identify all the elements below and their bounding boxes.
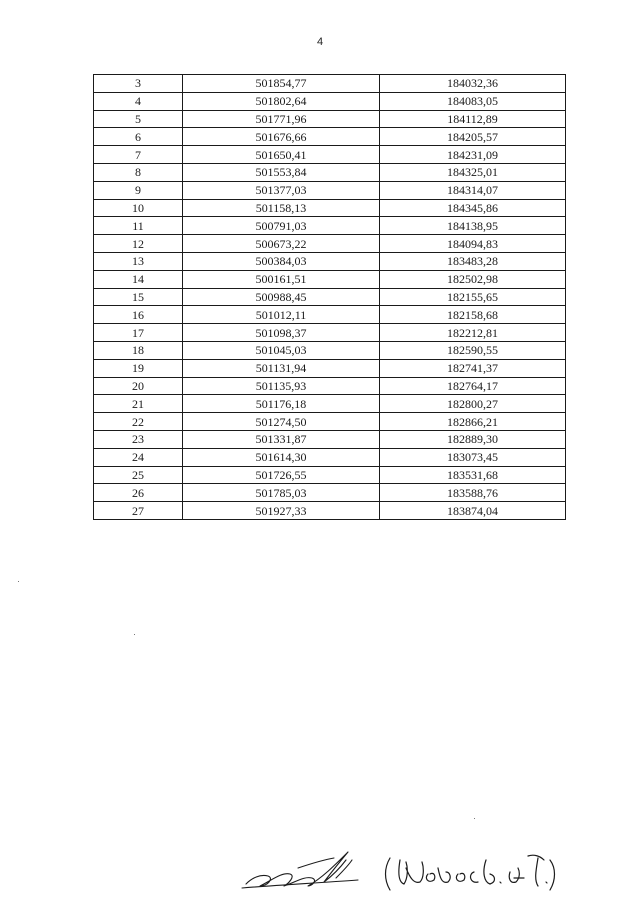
x-coordinate-cell: 501045,03 xyxy=(183,341,380,359)
point-number-cell: 9 xyxy=(94,181,183,199)
point-number-cell: 20 xyxy=(94,377,183,395)
x-coordinate-cell: 501377,03 xyxy=(183,181,380,199)
y-coordinate-cell: 183874,04 xyxy=(380,502,566,520)
y-coordinate-cell: 184112,89 xyxy=(380,110,566,128)
y-coordinate-cell: 182502,98 xyxy=(380,270,566,288)
x-coordinate-cell: 501927,33 xyxy=(183,502,380,520)
x-coordinate-cell: 501676,66 xyxy=(183,128,380,146)
x-coordinate-cell: 500384,03 xyxy=(183,252,380,270)
x-coordinate-cell: 501854,77 xyxy=(183,75,380,93)
table-row xyxy=(94,395,566,413)
y-coordinate-cell: 184205,57 xyxy=(380,128,566,146)
x-coordinate-cell: 501158,13 xyxy=(183,199,380,217)
y-coordinate-cell: 183483,28 xyxy=(380,252,566,270)
coordinates-table xyxy=(93,74,566,520)
table-row xyxy=(94,146,566,164)
y-coordinate-cell: 184345,86 xyxy=(380,199,566,217)
table-row xyxy=(94,430,566,448)
x-coordinate-cell: 501785,03 xyxy=(183,484,380,502)
point-number-cell: 27 xyxy=(94,502,183,520)
x-coordinate-cell: 501802,64 xyxy=(183,92,380,110)
y-coordinate-cell: 184231,09 xyxy=(380,146,566,164)
y-coordinate-cell: 182866,21 xyxy=(380,413,566,431)
x-coordinate-cell: 501135,93 xyxy=(183,377,380,395)
y-coordinate-cell: 184083,05 xyxy=(380,92,566,110)
y-coordinate-cell: 183073,45 xyxy=(380,448,566,466)
point-number-cell: 18 xyxy=(94,341,183,359)
table-row xyxy=(94,270,566,288)
table-row xyxy=(94,341,566,359)
point-number-cell: 25 xyxy=(94,466,183,484)
coordinates-table-body xyxy=(94,75,566,520)
point-number-cell: 3 xyxy=(94,75,183,93)
point-number-cell: 8 xyxy=(94,163,183,181)
signature-dot-1 xyxy=(500,882,501,883)
table-row xyxy=(94,199,566,217)
handwritten-signature xyxy=(238,838,578,898)
y-coordinate-cell: 183588,76 xyxy=(380,484,566,502)
y-coordinate-cell: 182590,55 xyxy=(380,341,566,359)
table-row xyxy=(94,252,566,270)
table-row xyxy=(94,502,566,520)
x-coordinate-cell: 501726,55 xyxy=(183,466,380,484)
table-row xyxy=(94,92,566,110)
point-number-cell: 23 xyxy=(94,430,183,448)
table-row xyxy=(94,288,566,306)
point-number-cell: 7 xyxy=(94,146,183,164)
table-row xyxy=(94,181,566,199)
x-coordinate-cell: 500791,03 xyxy=(183,217,380,235)
signature-flourish xyxy=(246,852,348,886)
point-number-cell: 15 xyxy=(94,288,183,306)
signature-underline xyxy=(242,880,358,888)
point-number-cell: 4 xyxy=(94,92,183,110)
x-coordinate-cell: 500161,51 xyxy=(183,270,380,288)
table-row xyxy=(94,413,566,431)
y-coordinate-cell: 184094,83 xyxy=(380,235,566,253)
table-row xyxy=(94,128,566,146)
y-coordinate-cell: 184032,36 xyxy=(380,75,566,93)
y-coordinate-cell: 184314,07 xyxy=(380,181,566,199)
point-number-cell: 10 xyxy=(94,199,183,217)
table-row xyxy=(94,163,566,181)
signature-dot-2 xyxy=(546,882,547,883)
x-coordinate-cell: 501771,96 xyxy=(183,110,380,128)
table-row xyxy=(94,235,566,253)
scan-speck xyxy=(474,818,475,819)
x-coordinate-cell: 501553,84 xyxy=(183,163,380,181)
point-number-cell: 19 xyxy=(94,359,183,377)
point-number-cell: 12 xyxy=(94,235,183,253)
table-row xyxy=(94,466,566,484)
table-row xyxy=(94,217,566,235)
y-coordinate-cell: 184138,95 xyxy=(380,217,566,235)
y-coordinate-cell: 182889,30 xyxy=(380,430,566,448)
table-row xyxy=(94,484,566,502)
y-coordinate-cell: 182155,65 xyxy=(380,288,566,306)
y-coordinate-cell: 182158,68 xyxy=(380,306,566,324)
point-number-cell: 21 xyxy=(94,395,183,413)
point-number-cell: 5 xyxy=(94,110,183,128)
table-row xyxy=(94,448,566,466)
point-number-cell: 17 xyxy=(94,324,183,342)
table-row xyxy=(94,377,566,395)
point-number-cell: 26 xyxy=(94,484,183,502)
point-number-cell: 6 xyxy=(94,128,183,146)
point-number-cell: 13 xyxy=(94,252,183,270)
point-number-cell: 24 xyxy=(94,448,183,466)
table-row xyxy=(94,75,566,93)
y-coordinate-cell: 182212,81 xyxy=(380,324,566,342)
table-row xyxy=(94,324,566,342)
signature-name-script xyxy=(386,855,555,890)
y-coordinate-cell: 183531,68 xyxy=(380,466,566,484)
point-number-cell: 16 xyxy=(94,306,183,324)
x-coordinate-cell: 501614,30 xyxy=(183,448,380,466)
x-coordinate-cell: 501176,18 xyxy=(183,395,380,413)
scan-speck xyxy=(18,581,19,582)
x-coordinate-cell: 501012,11 xyxy=(183,306,380,324)
point-number-cell: 22 xyxy=(94,413,183,431)
y-coordinate-cell: 182764,17 xyxy=(380,377,566,395)
table-row xyxy=(94,306,566,324)
x-coordinate-cell: 501131,94 xyxy=(183,359,380,377)
x-coordinate-cell: 501331,87 xyxy=(183,430,380,448)
x-coordinate-cell: 501098,37 xyxy=(183,324,380,342)
point-number-cell: 14 xyxy=(94,270,183,288)
page-number: 4 xyxy=(316,36,324,48)
table-row xyxy=(94,359,566,377)
signature-tail xyxy=(298,858,352,878)
scan-speck xyxy=(134,634,135,635)
x-coordinate-cell: 501274,50 xyxy=(183,413,380,431)
point-number-cell: 11 xyxy=(94,217,183,235)
x-coordinate-cell: 500988,45 xyxy=(183,288,380,306)
x-coordinate-cell: 500673,22 xyxy=(183,235,380,253)
x-coordinate-cell: 501650,41 xyxy=(183,146,380,164)
table-row xyxy=(94,110,566,128)
y-coordinate-cell: 182800,27 xyxy=(380,395,566,413)
y-coordinate-cell: 184325,01 xyxy=(380,163,566,181)
y-coordinate-cell: 182741,37 xyxy=(380,359,566,377)
